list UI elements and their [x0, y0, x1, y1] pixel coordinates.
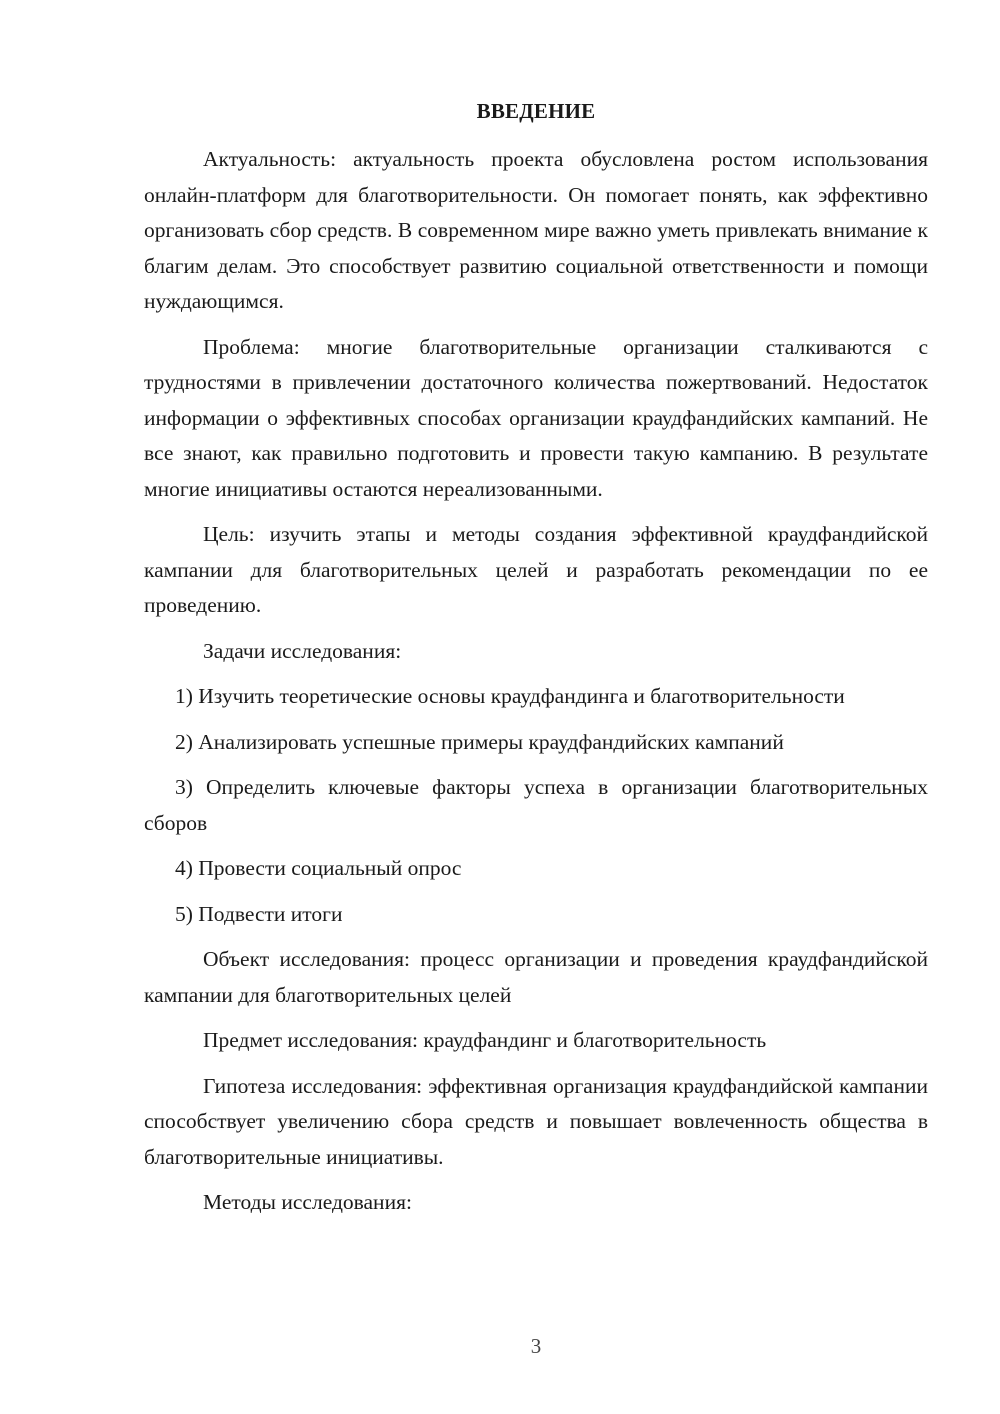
paragraph-hypothesis: Гипотеза исследования: эффективная организация краудфандийской кампании способствует увеличению сбора средств и повышает вовлеченность общества в благотворительные инициативы. [144, 1073, 928, 1169]
page-number: 3 [530, 1334, 542, 1358]
paragraph-object: Объект исследования: процесс организации и проведения краудфандийской кампании для благотворительных целей [144, 947, 928, 1007]
paragraph-tasks-heading: Задачи исследования: [203, 638, 402, 663]
document-body [144, 142, 928, 1231]
document-page [144, 0, 928, 1414]
paragraph-goal: Цель: изучить этапы и методы создания эффективной краудфандийской кампании для благотворительных целей и разработать рекомендации по ее проведению. [144, 522, 928, 617]
section-title: ВВЕДЕНИЕ [476, 99, 596, 123]
paragraph-problem: Проблема: многие благотворительные организации сталкиваются с трудностями в привлечении достаточного количества пожертвований. Недостаток информации о эффективных способах организации краудфандийских кампаний. Не все знают, как правильно подготовить и провести такую кампанию. В результате многие инициативы остаются нереализованными. [144, 334, 928, 501]
task-item-1: 1) Изучить теоретические основы краудфандинга и благотворительности [175, 684, 845, 708]
paragraph-subject: Предмет исследования: краудфандинг и благотворительность [203, 1028, 767, 1052]
task-item-4: 4) Провести социальный опрос [175, 856, 462, 880]
task-item-3: 3) Определить ключевые факторы успеха в организации благотворительных сборов [144, 775, 928, 835]
paragraph-relevance: Актуальность: актуальность проекта обусловлена ростом использования онлайн-платформ для благотворительности. Он помогает понять, как эффективно организовать сбор средств. В современном мире важно уметь привлекать внимание к благим делам. Это способствует развитию социальной ответственности и помощи нуждающимся. [144, 147, 928, 313]
task-item-5: 5) Подвести итоги [175, 901, 343, 926]
paragraph-methods: Методы исследования: [203, 1190, 412, 1214]
task-item-2: 2) Анализировать успешные примеры краудфандийских кампаний [175, 729, 784, 754]
